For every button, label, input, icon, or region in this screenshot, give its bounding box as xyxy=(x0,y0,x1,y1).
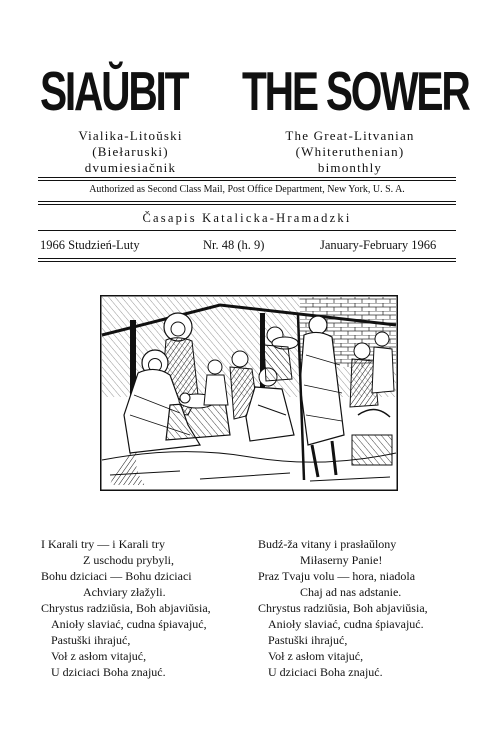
masthead-title-right: THE SOWER xyxy=(242,60,469,122)
authorization-notice: Authorized as Second Class Mail, Post Office Department, New York, U. S. A. xyxy=(89,184,405,195)
poem-line: Chrystus radziŭsia, Boh abjaviŭsia, xyxy=(41,601,211,615)
poem-line: Voł z asłom vitajuć, xyxy=(268,649,364,663)
poem-column-left xyxy=(41,536,211,680)
subtitle-right-line: The Great-Litvanian xyxy=(285,128,415,143)
poem-line: Bohu dziciaci — Bohu dziciaci xyxy=(41,569,192,583)
poem-line: Anioły slaviać, cudna śpiavajuć, xyxy=(51,617,207,631)
divider-rule xyxy=(38,258,456,259)
poem-line: U dziciaci Boha znajuć. xyxy=(268,665,383,679)
subtitle-right xyxy=(260,128,440,176)
issue-date-english: January-February 1966 xyxy=(320,238,437,252)
subtitle-left-line: Vialika-Litoŭski xyxy=(78,128,183,143)
poem-line: Budź-ža vitany i prasłaŭlony xyxy=(258,537,397,551)
issue-number: Nr. 48 (h. 9) xyxy=(203,238,265,252)
subtitle-left xyxy=(48,128,213,176)
poem-line: Achviary złažyli. xyxy=(83,585,166,599)
poem-column-right xyxy=(258,536,428,680)
nativity-scene-icon xyxy=(100,295,398,491)
masthead-title-left: SIAŬBIT xyxy=(40,60,188,122)
poem-line: I Karali try — i Karali try xyxy=(41,537,165,551)
subtitle-left-line: (Biełaruski) xyxy=(92,144,169,159)
divider-rule xyxy=(38,230,456,231)
poem-line: Miłaserny Panie! xyxy=(300,553,383,567)
poem-line: Chaj ad nas adstanie. xyxy=(300,585,402,599)
poem-line: Chrystus radziŭsia, Boh abjaviŭsia, xyxy=(258,601,428,615)
divider-rule xyxy=(38,204,456,205)
poem-line: Pastuški ihrajuć, xyxy=(51,633,131,647)
journal-name: Časapis Katalicka-Hramadzki xyxy=(142,211,352,225)
poem-line: Z uschodu prybyli, xyxy=(83,553,174,567)
divider-rule xyxy=(38,201,456,202)
subtitle-right-line: (Whiteruthenian) xyxy=(295,144,405,159)
poem-line: Pastuški ihrajuć, xyxy=(268,633,348,647)
poem-line: U dziciaci Boha znajuć. xyxy=(51,665,166,679)
poem-line: Praz Tvaju volu — hora, niadola xyxy=(258,569,416,583)
subtitle-right-line: bimonthly xyxy=(317,160,383,175)
issue-date-local: 1966 Studzień-Luty xyxy=(40,238,140,252)
divider-rule xyxy=(38,180,456,181)
divider-rule xyxy=(38,177,456,178)
poem-line: Voł z asłom vitajuć, xyxy=(51,649,147,663)
subtitle-left-line: dvumiesiačnik xyxy=(84,160,177,175)
poem-line: Anioły slaviać, cudna śpiavajuć. xyxy=(268,617,424,631)
divider-rule xyxy=(38,261,456,262)
